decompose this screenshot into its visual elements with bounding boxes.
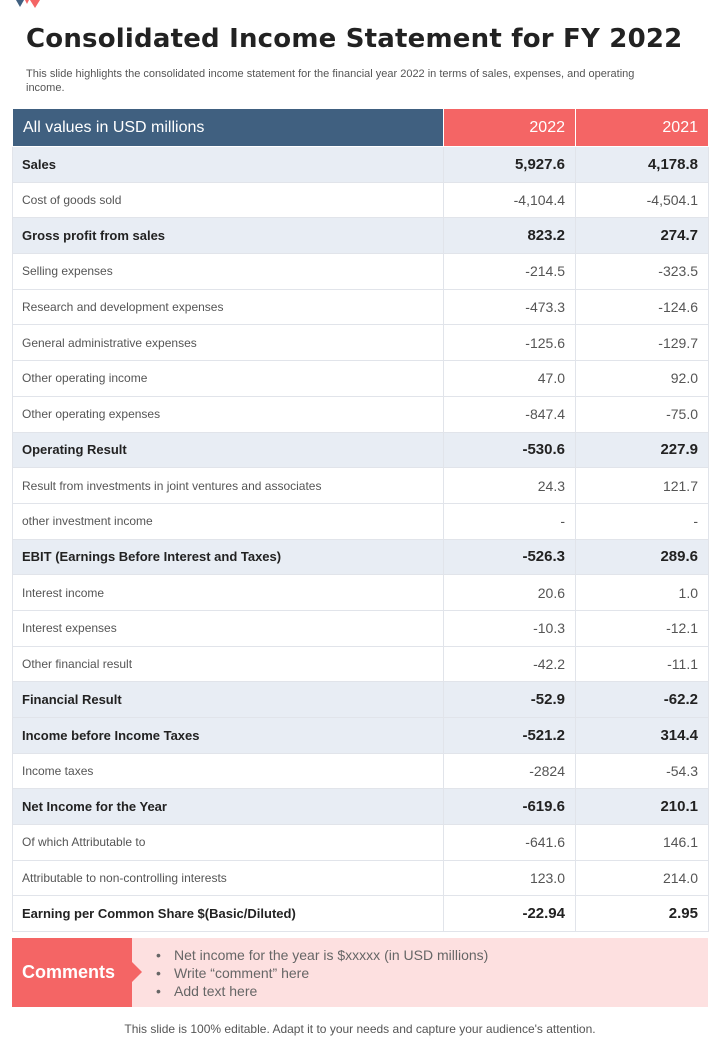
row-label: Earning per Common Share $(Basic/Diluted) xyxy=(13,896,444,932)
table-row xyxy=(13,361,709,397)
row-value-2022: -641.6 xyxy=(444,825,576,861)
row-label: Of which Attributable to xyxy=(13,825,444,861)
row-value-2021: 227.9 xyxy=(576,432,709,468)
row-value-2021: -129.7 xyxy=(576,325,709,361)
row-value-2021: 1.0 xyxy=(576,575,709,611)
row-label: General administrative expenses xyxy=(13,325,444,361)
table-row xyxy=(13,682,709,718)
row-label: Selling expenses xyxy=(13,254,444,290)
header-year-2022: 2022 xyxy=(444,109,576,147)
table-row xyxy=(13,503,709,539)
row-value-2021: 314.4 xyxy=(576,718,709,754)
row-value-2022: -530.6 xyxy=(444,432,576,468)
row-value-2022: 123.0 xyxy=(444,860,576,896)
row-value-2022: 24.3 xyxy=(444,468,576,504)
comment-item: • Net income for the year is $xxxxx (in USD millions) xyxy=(174,946,488,964)
row-label: Interest income xyxy=(13,575,444,611)
row-label: Sales xyxy=(13,147,444,183)
row-value-2021: -75.0 xyxy=(576,396,709,432)
row-value-2022: 47.0 xyxy=(444,361,576,397)
table-row xyxy=(13,860,709,896)
row-label: Result from investments in joint ventures and associates xyxy=(13,468,444,504)
row-value-2022: - xyxy=(444,503,576,539)
row-label: Income taxes xyxy=(13,753,444,789)
row-label: Income before Income Taxes xyxy=(13,718,444,754)
row-label: Other financial result xyxy=(13,646,444,682)
row-value-2021: -12.1 xyxy=(576,610,709,646)
comments-box xyxy=(12,938,708,1007)
row-value-2022: -847.4 xyxy=(444,396,576,432)
row-value-2021: 121.7 xyxy=(576,468,709,504)
income-statement-table xyxy=(12,108,709,932)
page-subtitle: This slide highlights the consolidated income statement for the financial year 2022 in terms of sales, expenses, and operating income. xyxy=(26,68,635,94)
table-row xyxy=(13,396,709,432)
row-label: Research and development expenses xyxy=(13,289,444,325)
table-row xyxy=(13,539,709,575)
table-row xyxy=(13,896,709,932)
table-row xyxy=(13,753,709,789)
row-value-2021: 274.7 xyxy=(576,218,709,254)
page-title: Consolidated Income Statement for FY 2022 xyxy=(26,24,683,54)
row-label: other investment income xyxy=(13,503,444,539)
table-row xyxy=(13,718,709,754)
row-value-2021: -11.1 xyxy=(576,646,709,682)
row-value-2021: -323.5 xyxy=(576,254,709,290)
row-label: Financial Result xyxy=(13,682,444,718)
table-header-row xyxy=(13,109,709,147)
table-row xyxy=(13,289,709,325)
row-value-2021: 146.1 xyxy=(576,825,709,861)
row-value-2021: 214.0 xyxy=(576,860,709,896)
row-value-2022: 5,927.6 xyxy=(444,147,576,183)
table-row xyxy=(13,254,709,290)
table-row xyxy=(13,610,709,646)
comment-item: • Write “comment” here xyxy=(174,964,488,982)
row-value-2022: -214.5 xyxy=(444,254,576,290)
table-row xyxy=(13,147,709,183)
row-value-2021: 289.6 xyxy=(576,539,709,575)
comments-label: Comments xyxy=(12,938,132,1007)
row-label: Operating Result xyxy=(13,432,444,468)
table-row xyxy=(13,646,709,682)
row-value-2022: 20.6 xyxy=(444,575,576,611)
row-label: Gross profit from sales xyxy=(13,218,444,254)
row-value-2021: 4,178.8 xyxy=(576,147,709,183)
row-value-2021: -4,504.1 xyxy=(576,182,709,218)
header-label: All values in USD millions xyxy=(13,109,444,147)
row-value-2021: -124.6 xyxy=(576,289,709,325)
row-value-2022: -473.3 xyxy=(444,289,576,325)
row-value-2021: -54.3 xyxy=(576,753,709,789)
row-value-2022: 823.2 xyxy=(444,218,576,254)
row-value-2022: -42.2 xyxy=(444,646,576,682)
row-label: Interest expenses xyxy=(13,610,444,646)
header-year-2021: 2021 xyxy=(576,109,709,147)
row-value-2022: -125.6 xyxy=(444,325,576,361)
row-label: Cost of goods sold xyxy=(13,182,444,218)
row-label: Attributable to non-controlling interests xyxy=(13,860,444,896)
row-label: Other operating income xyxy=(13,361,444,397)
table-row xyxy=(13,468,709,504)
row-value-2022: -10.3 xyxy=(444,610,576,646)
table-row xyxy=(13,789,709,825)
table-row xyxy=(13,825,709,861)
row-value-2021: 92.0 xyxy=(576,361,709,397)
row-value-2022: -4,104.4 xyxy=(444,182,576,218)
comments-list xyxy=(174,946,488,1000)
row-value-2022: -22.94 xyxy=(444,896,576,932)
row-value-2022: -619.6 xyxy=(444,789,576,825)
row-value-2021: - xyxy=(576,503,709,539)
row-value-2022: -52.9 xyxy=(444,682,576,718)
row-value-2021: -62.2 xyxy=(576,682,709,718)
table-row xyxy=(13,432,709,468)
footer-note: This slide is 100% editable. Adapt it to your needs and capture your audience's attention. xyxy=(124,1022,596,1036)
row-value-2022: -526.3 xyxy=(444,539,576,575)
row-label: EBIT (Earnings Before Interest and Taxes) xyxy=(13,539,444,575)
table-row xyxy=(13,575,709,611)
comment-item: • Add text here xyxy=(174,982,488,1000)
row-value-2021: 2.95 xyxy=(576,896,709,932)
table-row xyxy=(13,218,709,254)
row-value-2022: -521.2 xyxy=(444,718,576,754)
row-label: Net Income for the Year xyxy=(13,789,444,825)
table-row xyxy=(13,182,709,218)
row-value-2021: 210.1 xyxy=(576,789,709,825)
row-value-2022: -2824 xyxy=(444,753,576,789)
row-label: Other operating expenses xyxy=(13,396,444,432)
logo-icon xyxy=(16,0,46,10)
table-row xyxy=(13,325,709,361)
